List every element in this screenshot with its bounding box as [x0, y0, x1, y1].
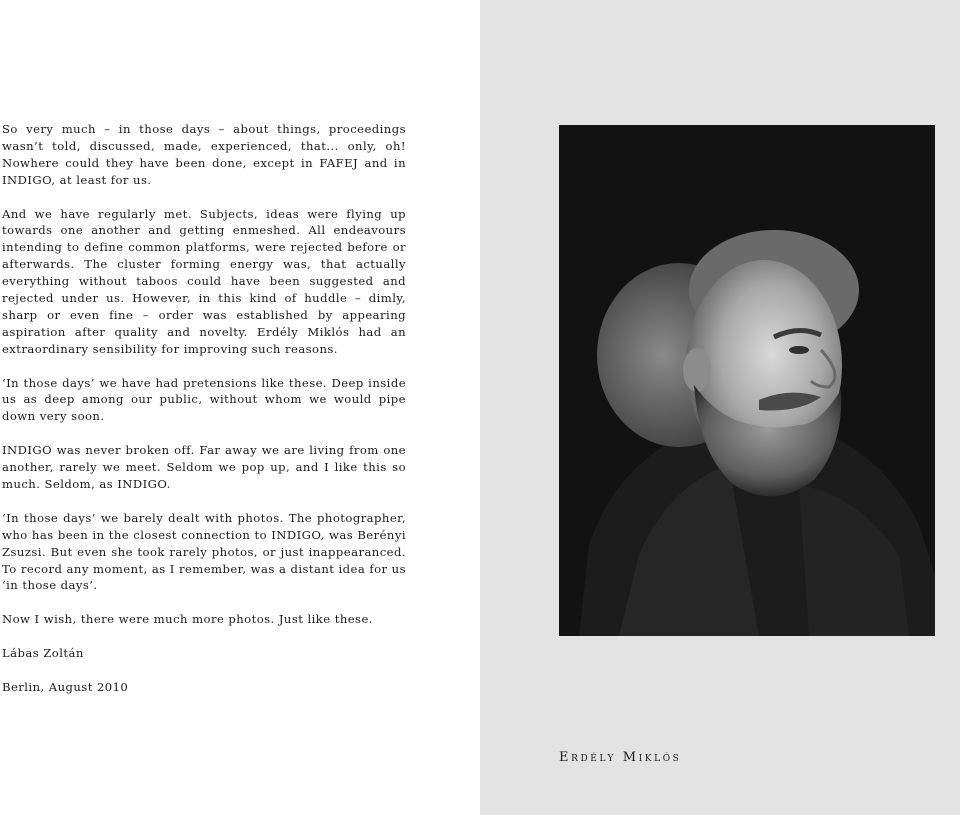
essay-text: [2, 121, 406, 713]
photo-caption: Erdély Miklós: [559, 750, 682, 765]
paragraph-1: So very much – in those days – about things, proceedings wasn’t told, discussed, made, experienced, that... only, oh! Nowhere could they have been done, except in FAFEJ and in INDIGO, at least for us.: [2, 122, 406, 187]
portrait-photo: [559, 125, 935, 636]
signature: Lábas Zoltán: [2, 646, 84, 660]
paragraph-5: ‘In those days’ we barely dealt with photos. The photographer, who has been in the closest connection to INDIGO, was Berényi Zsuzsi. But even she took rarely photos, or just inappearanced. To record any moment, as I remember, was a distant idea for us ‘in those days’.: [2, 510, 406, 593]
portrait-illustration: [559, 125, 935, 636]
right-page: [480, 0, 960, 815]
paragraph-3: ‘In those days’ we have had pretensions like these. Deep inside us as deep among our public, without whom we would pipe down very soon.: [2, 375, 406, 424]
paragraph-6: Now I wish, there were much more photos. Just like these.: [2, 612, 373, 627]
paragraph-2: And we have regularly met. Subjects, ideas were flying up towards one another and getting enmeshed. All endeavours intending to define common platforms, were rejected before or afterwards. The cluster forming energy was, that actually everything without taboos could have been suggested and rejected under us. However, in this kind of huddle – dimly, sharp or even fine – order was established by appearing aspiration after quality and novelty. Erdély Miklós had an extraordinary sensibility for improving such reasons.: [2, 206, 406, 356]
place-date: Berlin, August 2010: [2, 679, 129, 694]
paragraph-4: INDIGO was never broken off. Far away we are living from one another, rarely we meet. Seldom we pop up, and I like this so much. Seldom, as INDIGO.: [2, 443, 406, 491]
